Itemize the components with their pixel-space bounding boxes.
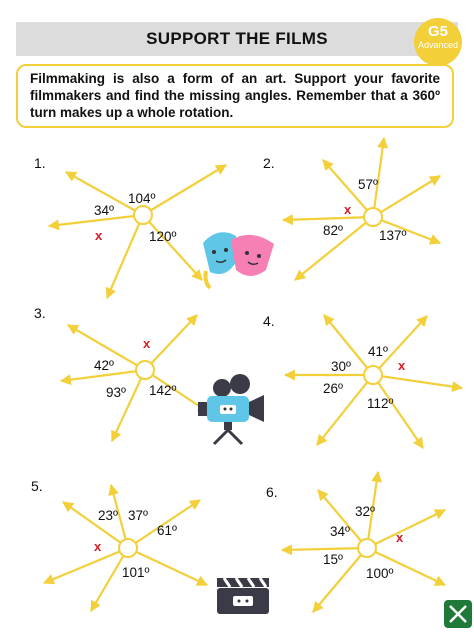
level-label: Advanced — [417, 40, 459, 50]
vertex-4 — [364, 366, 382, 384]
problem-5-missing-angle: x — [94, 539, 102, 554]
problem-3-missing-angle: x — [143, 336, 151, 351]
problem-6-angle-3: 15º — [323, 552, 343, 567]
problem-3-number: 3. — [34, 305, 46, 321]
problem-3-angle-1: 42º — [94, 358, 114, 373]
problem-1-missing-angle: x — [95, 228, 103, 243]
problem-4-angle-3: 26º — [323, 381, 343, 396]
problem-1-angle-3: 120º — [149, 229, 177, 244]
problem-5-angle-3: 61º — [157, 523, 177, 538]
grade-label: G5 — [427, 23, 448, 40]
diagram-3 — [61, 315, 208, 441]
vertex-3 — [136, 361, 154, 379]
problem-4-missing-angle: x — [398, 358, 406, 373]
clapperboard-icon — [217, 578, 269, 614]
vertex-5 — [119, 539, 137, 557]
problem-1-number: 1. — [34, 155, 46, 171]
problem-2-angle-1: 57º — [358, 177, 378, 192]
problem-1-angle-2: 34º — [94, 203, 114, 218]
corner-logo-icon — [444, 600, 472, 628]
problem-2-number: 2. — [263, 155, 275, 171]
problem-2-missing-angle: x — [344, 202, 352, 217]
problem-6-angle-2: 34º — [330, 524, 350, 539]
theater-masks-icon — [203, 232, 274, 288]
problem-5-angle-2: 37º — [128, 508, 148, 523]
problem-3-angle-2: 93º — [106, 385, 126, 400]
problem-5-angle-4: 101º — [122, 565, 150, 580]
problem-2-angle-3: 137º — [379, 228, 407, 243]
vertex-2 — [364, 208, 382, 226]
problem-6-angle-1: 32º — [355, 504, 375, 519]
problem-6-missing-angle: x — [396, 530, 404, 545]
problem-4-number: 4. — [263, 313, 275, 329]
worksheet-title: SUPPORT THE FILMS — [146, 29, 328, 48]
problem-3-angle-3: 142º — [149, 383, 177, 398]
problem-6-number: 6. — [266, 484, 278, 500]
diagram-1 — [49, 165, 226, 298]
problem-4-angle-1: 41º — [368, 344, 388, 359]
problem-6-angle-4: 100º — [366, 566, 394, 581]
vertex-1 — [134, 206, 152, 224]
problem-2-angle-2: 82º — [323, 223, 343, 238]
vertex-6 — [358, 539, 376, 557]
movie-camera-icon — [198, 374, 264, 444]
problem-5-number: 5. — [31, 478, 43, 494]
problem-4-angle-4: 112º — [367, 396, 394, 411]
instructions-box: Filmmaking is also a form of an art. Support your favorite filmmakers and find the missing angles. Remember that a 360º turn makes up a whole rotation. — [16, 64, 454, 128]
problem-4-angle-2: 30º — [331, 359, 351, 374]
problem-1-angle-1: 104º — [128, 191, 156, 206]
diagram-2 — [283, 138, 440, 280]
problem-5-angle-1: 23º — [98, 508, 118, 523]
